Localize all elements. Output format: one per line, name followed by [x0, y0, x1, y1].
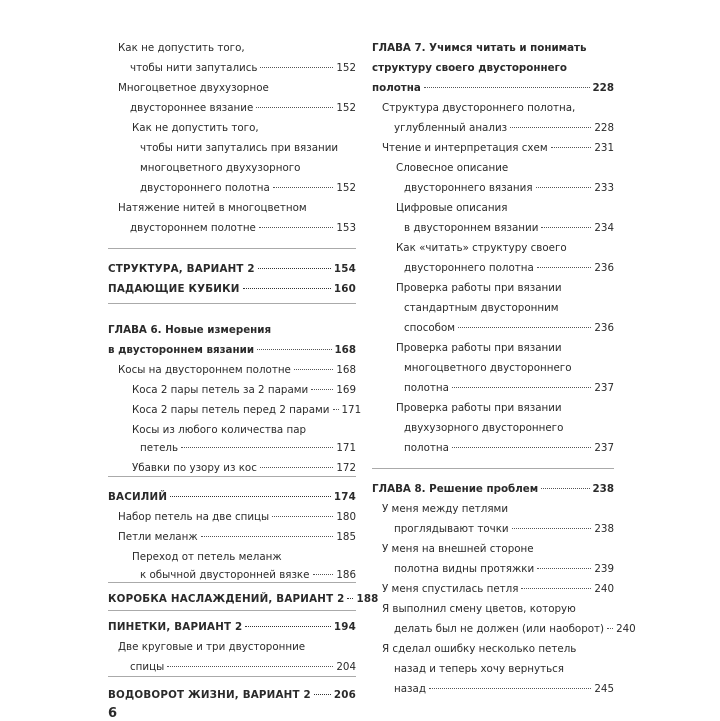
toc-entry	[140, 161, 356, 175]
toc-entry	[118, 363, 356, 377]
entry-page-number: 231	[594, 142, 614, 154]
dot-leader	[243, 288, 331, 289]
entry-title: Натяжение нитей в многоцветном	[118, 202, 307, 214]
entry-title: стандартным двусторонним	[404, 302, 559, 314]
entry-page-number: 168	[336, 364, 356, 376]
dot-leader	[245, 626, 331, 627]
entry-page-number: 168	[334, 344, 356, 356]
dot-leader	[170, 496, 331, 497]
entry-title: полотна	[404, 442, 449, 454]
entry-page-number: 160	[333, 283, 356, 295]
toc-entry	[140, 568, 356, 582]
section-divider	[372, 468, 614, 469]
dot-leader	[521, 588, 591, 589]
dot-leader	[458, 327, 591, 328]
toc-entry	[132, 461, 356, 475]
entry-page-number: 228	[592, 82, 614, 94]
page-number: 6	[108, 706, 118, 721]
entry-title: Чтение и интерпретация схем	[382, 142, 548, 154]
toc-entry	[132, 403, 362, 417]
entry-title: способом	[404, 322, 456, 334]
dot-leader	[429, 688, 591, 689]
section-divider	[108, 582, 356, 583]
entry-page-number: 228	[594, 122, 614, 134]
entry-title: Как не допустить того,	[132, 122, 259, 134]
entry-title: петель	[140, 442, 179, 454]
toc-entry	[404, 261, 614, 275]
entry-title: ВОДОВОРОТ ЖИЗНИ, ВАРИАНТ 2	[108, 689, 311, 701]
toc-entry	[382, 141, 614, 155]
entry-title: Проверка работы при вязании	[396, 402, 562, 414]
entry-title: Словесное описание	[396, 162, 509, 174]
toc-entry	[394, 562, 614, 576]
entry-title: Как не допустить того,	[118, 42, 245, 54]
entry-page-number: 240	[616, 623, 636, 635]
section-entry	[108, 620, 356, 634]
entry-title: Коса 2 пары петель за 2 парами	[132, 384, 309, 396]
entry-title: Проверка работы при вязании	[396, 342, 562, 354]
entry-title: Я сделал ошибку несколько петель	[382, 643, 577, 655]
dot-leader	[333, 409, 339, 410]
entry-title: Переход от петель меланж	[132, 551, 282, 563]
entry-title: КОРОБКА НАСЛАЖДЕНИЙ, ВАРИАНТ 2	[108, 593, 345, 605]
dot-leader	[347, 598, 353, 599]
entry-page-number: 152	[336, 102, 356, 114]
toc-entry	[394, 522, 614, 536]
entry-page-number: 238	[594, 523, 614, 535]
entry-page-number: 154	[333, 263, 356, 275]
section-entry	[108, 282, 356, 296]
entry-title: СТРУКТУРА, ВАРИАНТ 2	[108, 263, 255, 275]
entry-page-number: 236	[594, 262, 614, 274]
entry-page-number: 206	[333, 689, 356, 701]
entry-page-number: 233	[594, 182, 614, 194]
entry-title: ГЛАВА 6. Новые измерения	[108, 324, 272, 336]
entry-title: У меня между петлями	[382, 503, 509, 515]
toc-entry	[396, 281, 614, 295]
entry-title: двустороннее вязание	[130, 102, 254, 114]
dot-leader	[314, 694, 331, 695]
dot-leader	[512, 528, 592, 529]
dot-leader	[258, 268, 331, 269]
dot-leader	[510, 127, 591, 128]
entry-title: ПИНЕТКИ, ВАРИАНТ 2	[108, 621, 243, 633]
dot-leader	[424, 87, 590, 88]
toc-entry	[404, 441, 614, 455]
entry-title: многоцветного двухузорного	[140, 162, 301, 174]
dot-leader	[311, 389, 333, 390]
toc-entry	[130, 660, 356, 674]
entry-page-number: 174	[333, 491, 356, 503]
entry-title: Цифровые описания	[396, 202, 508, 214]
entry-page-number: 171	[336, 442, 356, 454]
chapter-entry	[372, 81, 614, 95]
entry-title: У меня спустилась петля	[382, 583, 519, 595]
toc-entry	[382, 602, 614, 616]
dot-leader	[256, 107, 333, 108]
entry-title: двустороннем полотне	[130, 222, 256, 234]
chapter-entry	[108, 323, 356, 337]
entry-title: Косы на двустороннем полотне	[118, 364, 291, 376]
toc-entry	[394, 121, 614, 135]
entry-title: Структура двустороннего полотна,	[382, 102, 576, 114]
entry-page-number: 171	[341, 404, 362, 416]
entry-title: к обычной двусторонней вязке	[140, 569, 310, 581]
entry-title: Петли меланж	[118, 531, 198, 543]
dot-leader	[452, 447, 591, 448]
section-divider	[108, 676, 356, 677]
toc-entry	[118, 530, 356, 544]
entry-title: делать был не должен (или наоборот)	[394, 623, 605, 635]
section-divider	[108, 303, 356, 304]
dot-leader	[294, 369, 333, 370]
toc-entry	[118, 201, 356, 215]
entry-title: полотна	[372, 82, 421, 94]
entry-page-number: 237	[594, 382, 614, 394]
toc-entry	[382, 582, 614, 596]
dot-leader	[537, 568, 591, 569]
entry-title: Две круговые и три двусторонние	[118, 641, 306, 653]
toc-entry	[118, 510, 356, 524]
section-divider	[108, 248, 356, 249]
entry-title: в двустороннем вязании	[404, 222, 539, 234]
dot-leader	[259, 227, 333, 228]
toc-entry	[382, 101, 614, 115]
toc-entry	[140, 441, 356, 455]
entry-title: ГЛАВА 8. Решение проблем	[372, 483, 539, 495]
chapter-entry	[372, 61, 614, 75]
entry-page-number: 169	[336, 384, 356, 396]
dot-leader	[272, 516, 333, 517]
entry-title: ВАСИЛИЙ	[108, 491, 168, 503]
toc-entry	[140, 181, 356, 195]
section-entry	[108, 592, 379, 606]
entry-title: в двустороннем вязании	[108, 344, 255, 356]
toc-entry	[396, 241, 614, 255]
toc-entry	[394, 682, 614, 696]
entry-page-number: 152	[336, 62, 356, 74]
toc-entry	[130, 221, 356, 235]
toc-entry	[382, 542, 614, 556]
entry-title: Коса 2 пары петель перед 2 парами	[132, 404, 330, 416]
entry-page-number: 180	[336, 511, 356, 523]
entry-title: ГЛАВА 7. Учимся читать и понимать	[372, 42, 587, 54]
toc-entry	[396, 161, 614, 175]
toc-entry	[404, 381, 614, 395]
toc-entry	[130, 101, 356, 115]
toc-entry	[130, 61, 356, 75]
entry-title: Я выполнил смену цветов, которую	[382, 603, 576, 615]
dot-leader	[260, 467, 333, 468]
entry-title: назад и теперь хочу вернуться	[394, 663, 564, 675]
entry-title: Убавки по узору из кос	[132, 462, 257, 474]
toc-entry	[404, 361, 614, 375]
entry-title: Многоцветное двухузорное	[118, 82, 269, 94]
dot-leader	[607, 628, 613, 629]
dot-leader	[541, 488, 589, 489]
chapter-entry	[372, 482, 614, 496]
entry-title: структуру своего двустороннего	[372, 62, 568, 74]
entry-title: Набор петель на две спицы	[118, 511, 270, 523]
entry-page-number: 194	[333, 621, 356, 633]
toc-entry	[132, 383, 356, 397]
entry-page-number: 234	[594, 222, 614, 234]
entry-page-number: 185	[336, 531, 356, 543]
entry-page-number: 204	[336, 661, 356, 673]
entry-title: проглядывают точки	[394, 523, 509, 535]
entry-title: Косы из любого количества пар	[132, 424, 307, 436]
dot-leader	[452, 387, 591, 388]
toc-entry	[132, 121, 356, 135]
entry-page-number: 236	[594, 322, 614, 334]
entry-page-number: 239	[594, 563, 614, 575]
dot-leader	[551, 147, 592, 148]
dot-leader	[273, 187, 334, 188]
entry-title: чтобы нити запутались	[130, 62, 258, 74]
toc-entry	[382, 502, 614, 516]
dot-leader	[181, 447, 333, 448]
entry-title: назад	[394, 683, 426, 695]
entry-title: спицы	[130, 661, 165, 673]
toc-entry	[396, 401, 614, 415]
toc-entry	[404, 421, 614, 435]
entry-title: полотна видны протяжки	[394, 563, 535, 575]
entry-page-number: 186	[336, 569, 356, 581]
entry-title: двустороннего вязания	[404, 182, 533, 194]
entry-page-number: 240	[594, 583, 614, 595]
section-divider	[108, 610, 356, 611]
entry-page-number: 152	[336, 182, 356, 194]
toc-entry	[140, 141, 356, 155]
toc-entry	[404, 321, 614, 335]
toc-entry	[396, 201, 614, 215]
toc-entry	[132, 550, 356, 564]
dot-leader	[167, 666, 333, 667]
toc-entry	[118, 41, 356, 55]
entry-title: углубленный анализ	[394, 122, 508, 134]
entry-title: Как «читать» структуру своего	[396, 242, 567, 254]
entry-page-number: 188	[356, 593, 379, 605]
entry-page-number: 245	[594, 683, 614, 695]
entry-title: двустороннего полотна	[140, 182, 270, 194]
entry-page-number: 237	[594, 442, 614, 454]
toc-entry	[394, 622, 636, 636]
dot-leader	[541, 227, 591, 228]
entry-title: чтобы нити запутались при вязании	[140, 142, 339, 154]
section-entry	[108, 688, 356, 702]
toc-entry	[404, 221, 614, 235]
dot-leader	[260, 67, 333, 68]
dot-leader	[536, 187, 592, 188]
toc-entry	[394, 662, 614, 676]
entry-title: двустороннего полотна	[404, 262, 534, 274]
toc-entry	[132, 423, 356, 437]
section-entry	[108, 262, 356, 276]
entry-page-number: 172	[336, 462, 356, 474]
section-entry	[108, 490, 356, 504]
entry-title: полотна	[404, 382, 449, 394]
toc-entry	[118, 81, 356, 95]
chapter-entry	[372, 41, 614, 55]
entry-title: ПАДАЮЩИЕ КУБИКИ	[108, 283, 240, 295]
toc-entry	[404, 301, 614, 315]
entry-title: многоцветного двустороннего	[404, 362, 572, 374]
toc-entry	[404, 181, 614, 195]
dot-leader	[201, 536, 334, 537]
section-divider	[108, 476, 356, 477]
entry-title: двухузорного двустороннего	[404, 422, 564, 434]
entry-title: Проверка работы при вязании	[396, 282, 562, 294]
dot-leader	[537, 267, 592, 268]
dot-leader	[313, 574, 334, 575]
entry-page-number: 153	[336, 222, 356, 234]
toc-entry	[118, 640, 356, 654]
entry-page-number: 238	[592, 483, 614, 495]
dot-leader	[257, 349, 331, 350]
entry-title: У меня на внешней стороне	[382, 543, 534, 555]
toc-entry	[396, 341, 614, 355]
toc-entry	[382, 642, 614, 656]
chapter-entry	[108, 343, 356, 357]
